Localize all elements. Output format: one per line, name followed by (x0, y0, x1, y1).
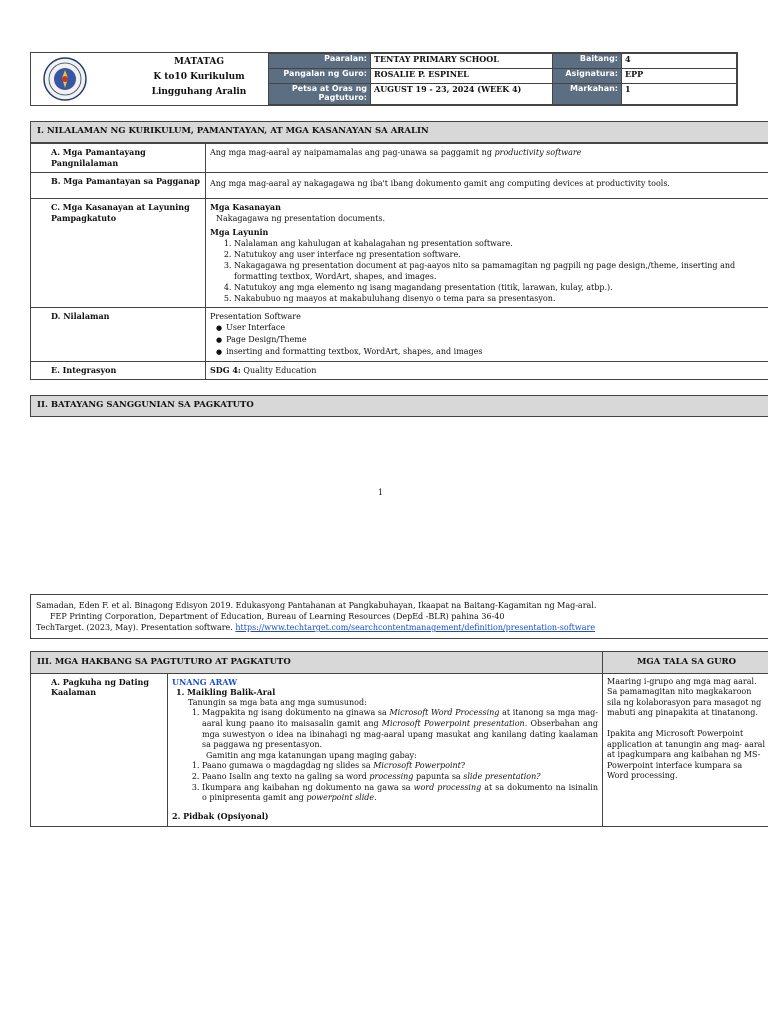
reference-line-3-text: TechTarget. (2023, May). Presentation software. (36, 623, 236, 632)
list-item (202, 761, 598, 772)
competencies-heading: Mga Kasanayan (210, 202, 281, 212)
list-item: 4. Natutukoy ang mga elemento ng isang magandang presentation (titik, larawan, kulay, atbp.). (234, 282, 766, 293)
section-2-title: II. BATAYANG SANGGUNIAN SA PAGKATUTO (30, 395, 768, 417)
competencies-value (206, 199, 768, 308)
integration-value (206, 362, 768, 380)
review-list (172, 708, 598, 750)
content-standards-italic: productivity software (494, 148, 582, 157)
reference-line-1: Samadan, Eden F. et al. Binagong Edisyon 2019. Edukasyong Pantahanan at Pangkabuhayan, Ikaapat na Baitang-Kagamitan ng Mag-aral. (36, 601, 597, 610)
reference-link[interactable]: https://www.techtarget.com/searchcontentmanagement/definition/presentation-software (235, 623, 596, 632)
school-value: TENTAY PRIMARY SCHOOL (371, 54, 553, 69)
q1-italic: Microsoft Powerpoint (373, 761, 461, 771)
list-item: ● inserting and formatting textbox, WordArt, shapes, and images (228, 346, 766, 358)
performance-standards-label: B. Mga Pamantayan sa Pagganap (31, 173, 206, 199)
list-item (202, 708, 598, 750)
content-list (210, 322, 766, 358)
feedback-heading: 2. Pidbak (Opsiyonal) (172, 810, 269, 821)
list-item: 1. Nalalaman ang kahulugan at kahalagahan ng presentation software. (234, 238, 766, 249)
reference-line-3 (36, 622, 765, 633)
q2-italic-1: processing (369, 771, 414, 781)
page-number: 1 (378, 488, 384, 497)
table-row (31, 144, 768, 173)
q2-text-b: papunta sa (413, 771, 464, 781)
table-row (31, 199, 768, 308)
subject-value: EPP (622, 69, 737, 84)
competencies-label: C. Mga Kasanayan at Layuning Pampagkatuto (31, 199, 206, 308)
q2-italic-2: slide presentation? (463, 771, 541, 781)
guide-questions (172, 761, 598, 803)
table-row (31, 173, 768, 199)
grade-value: 4 (622, 54, 737, 69)
title-line-2: K to10 Kurikulum (153, 72, 245, 82)
item1-text-a: Magpakita ng isang dokumento na ginawa sa (202, 708, 390, 718)
list-item: 2. Natutukoy ang user interface ng presentation software. (234, 249, 766, 260)
teacher-notes-content (603, 673, 768, 827)
title-line-1: MATATAG (173, 57, 225, 67)
table-header-row (31, 652, 768, 674)
content-standards-value (206, 144, 768, 173)
teacher-notes-title: MGA TALA SA GURO (603, 652, 768, 674)
prior-knowledge-label: A. Pagkuha ng Dating Kaalaman (31, 673, 168, 827)
review-intro: Tanungin sa mga bata ang mga sumusunod: (188, 697, 367, 707)
item1-text-b: at itanong sa mga mag-aaral kung paano ito maisasalin gamit ang (202, 708, 599, 728)
table-row (31, 673, 768, 827)
table-row (31, 362, 768, 380)
prior-knowledge-content (168, 673, 603, 827)
q3-text-b: at sa dokumento na isinalin o pinipresenta gamit ang (202, 782, 599, 803)
procedures-table (30, 651, 768, 827)
list-item: ● Page Design/Theme (228, 334, 766, 346)
section-curriculum (30, 121, 768, 380)
title-line-3: Lingguhang Aralin (151, 87, 247, 97)
quarter-label: Markahan: (553, 84, 622, 105)
reference-line-2: FEP Printing Corporation, Department of Education, Bureau of Learning Resources (DepEd -BLR) pahina 36-40 (50, 612, 505, 621)
section-3-title: III. MGA HAKBANG SA PAGTUTURO AT PAGKATUTO (31, 652, 603, 674)
item1-italic-1: Microsoft Word Processing (389, 708, 500, 718)
teacher-note-2: Ipakita ang Microsoft Powerpoint application at tanungin ang mag- aaral at ipagkumpara ang kaibahan ng MS- Powerpoint interface kumpara sa Word processing. (607, 728, 766, 781)
grade-label: Baitang: (553, 54, 622, 69)
lesson-header (30, 52, 738, 106)
item1-text-c: Obserbahan ang mga suwestyon o idea na ibinahagi ng mag-aaral upang masukat ang kanilang dating kaalaman sa paggawa ng presentasyon. (202, 718, 598, 750)
q1-end: ? (460, 761, 466, 771)
list-item: 3. Nakagagawa ng presentation document at pag-aayos nito sa pamamagitan ng pagpili ng page design,/theme, inserting and formatting textbox, WordArt, shapes, and images. (234, 260, 766, 282)
list-item: ● User Interface (228, 322, 766, 334)
content-standards-label: A. Mga Pamantayang Pangnilalaman (31, 144, 206, 173)
teacher-label: Pangalan ng Guro: (269, 69, 371, 84)
review-heading: 1. Maikling Balik-Aral (176, 687, 276, 698)
subject-label: Asignatura: (553, 69, 622, 84)
deped-seal-icon (43, 57, 87, 101)
section-1-title: I. NILALAMAN NG KURIKULUM, PAMANTAYAN, AT MGA KASANAYAN SA ARALIN (30, 121, 768, 143)
q3-text: Ikumpara ang kaibahan ng dokumento na gawa sa (202, 782, 414, 792)
section-procedures (30, 651, 768, 827)
program-titles (139, 55, 259, 100)
table-row (31, 308, 768, 362)
content-label: D. Nilalaman (31, 308, 206, 362)
content-standards-text: Ang mga mag-aaral ay naipamamalas ang pag-unawa sa paggamit ng (210, 148, 495, 157)
q3-italic-2: powerpoint slide (306, 793, 375, 803)
objectives-heading: Mga Layunin (210, 227, 269, 237)
school-label: Paaralan: (269, 54, 371, 69)
guide-intro: Gamitin ang mga katanungan upang maging gabay: (206, 750, 417, 760)
content-heading: Presentation Software (210, 312, 301, 321)
date-value: AUGUST 19 - 23, 2024 (WEEK 4) (371, 84, 553, 105)
curriculum-table (30, 143, 768, 380)
list-item (202, 783, 598, 804)
list-item (202, 772, 598, 783)
list-item: 5. Nakabubuo ng maayos at makabuluhang disenyo o tema para sa presentasyon. (234, 293, 766, 304)
content-value (206, 308, 768, 362)
q1-text: Paano gumawa o magdagdag ng slides sa (202, 761, 374, 771)
header-info-grid (268, 53, 737, 105)
day-label: UNANG ARAW (172, 676, 238, 687)
integration-text: Quality Education (240, 366, 317, 375)
q3-italic-1: word processing (413, 782, 482, 792)
performance-standards-value: Ang mga mag-aaral ay nakagagawa ng iba't ibang dokumento gamit ang computing devices at productivity tools. (206, 173, 768, 199)
objectives-list (210, 238, 766, 304)
teacher-note-1: Maaring i-grupo ang mga mag aaral. Sa pamamagitan nito magkakaroon sila ng kolaborasyon para masagot ng mabuti ang pinapakita at tinatanong. (607, 676, 762, 718)
item1-italic-2: Microsoft Powerpoint presentation. (381, 718, 528, 728)
quarter-value: 1 (622, 84, 737, 105)
teacher-value: ROSALIE P. ESPINEL (371, 69, 553, 84)
integration-sdg: SDG 4: (210, 365, 241, 375)
competencies-text: Nakagagawa ng presentation documents. (216, 214, 385, 223)
date-label: Petsa at Oras ng Pagtuturo: (269, 84, 371, 105)
integration-label: E. Integrasyon (31, 362, 206, 380)
references-box (30, 594, 768, 639)
q3-end: . (374, 793, 377, 803)
q2-text: Paano Isalin ang texto na galing sa word (202, 771, 370, 781)
